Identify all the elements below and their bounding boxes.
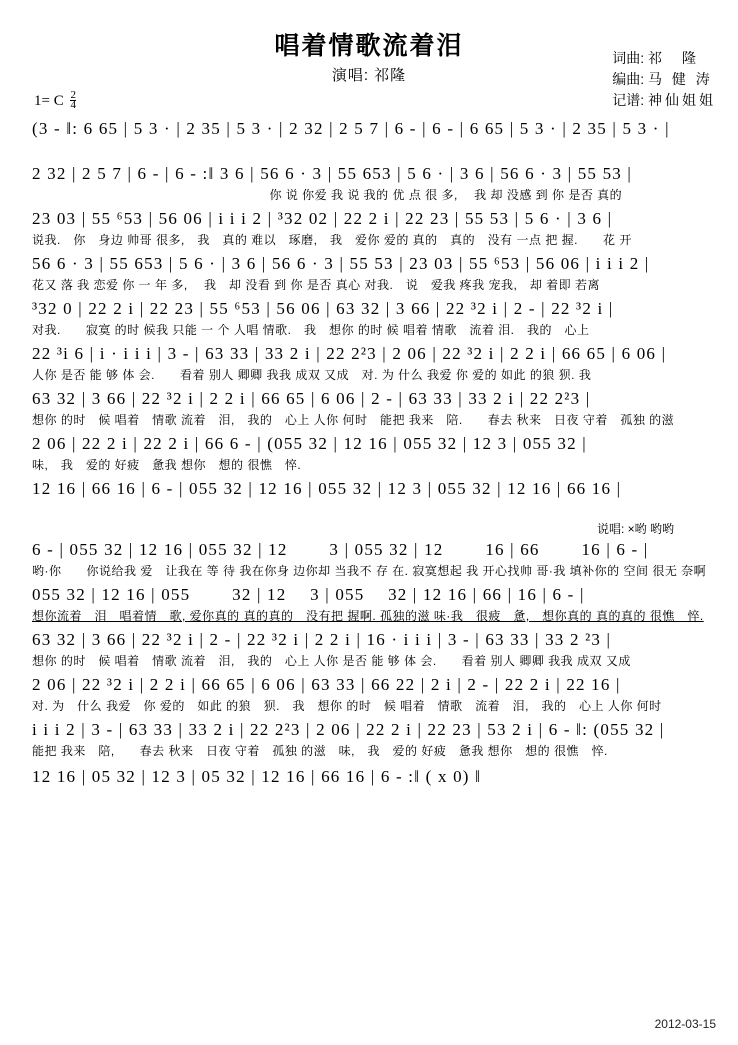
system-row (32, 673, 712, 715)
lyric-line (32, 502, 712, 519)
notation-line: 63 32 | 3 66 | 22 ³2 i | 2 2 i | 66 65 | 6 06 | 2 - | 63 33 | 33 2 i | 22 2²3 | (32, 389, 591, 408)
lyric-line: 哟·你 你说给我 爱 让我在 等 待 我在你身 边你却 当我不 存 在. 寂寞想起 我 开心找帅 哥·我 填补你的 空间 很无 奈啊 (32, 564, 707, 578)
notation-line: ³32 0 | 22 2 i | 22 23 | 55 ⁶53 | 56 06 | 63 32 | 3 66 | 22 ³2 i | 2 - | 22 ³2 i | (32, 299, 614, 318)
lyric-line: 花又 落 我 恋爱 你 一 年 多, 我 却 没看 到 你 是否 真心 对我. 说 爱我 疼我 宠我, 却 着即 若离 (32, 278, 601, 292)
transcription-date: 2012-03-15 (654, 1017, 716, 1031)
time-signature-denominator: 4 (70, 99, 76, 111)
key-signature: 1= C (34, 93, 64, 109)
lyric-line: 你 说 你爱 我 说 我的 优 点 很 多, 我 却 没感 到 你 是否 真的 (32, 188, 623, 202)
lyric-line (32, 142, 712, 159)
lyric-line: 味, 我 爱的 好疲 惫我 想你 想的 很憔 悴. (32, 458, 302, 472)
notation-line: 6 - | 055 32 | 12 16 | 055 32 | 12 3 | 055 32 | 12 16 | 66 16 | 6 - | (32, 540, 649, 559)
notation-line: 22 ³i 6 | i · i i i | 3 - | 63 33 | 33 2 i | 22 2²3 | 2 06 | 22 ³2 i | 2 2 i | 66 65 | 6 06 | (32, 344, 667, 363)
system-row (32, 162, 712, 204)
lyric-line: 人你 是否 能 够 体 会. 看着 别人 卿卿 我我 成双 又成 对. 为 什么 我爱 你 爱的 如此 的狼 狈. 我 (32, 368, 592, 382)
lyric-line: 想你 的时 候 唱着 情歌 流着 泪, 我的 心上 人你 何时 能把 我来 陪. 春去 秋来 日夜 守着 孤独 的滋 (32, 413, 675, 427)
system-row (32, 538, 712, 580)
credit-composer (612, 48, 716, 69)
lyric-line: 想你 的时 候 唱着 情歌 流着 泪, 我的 心上 人你 是否 能 够 体 会. 看着 别人 卿卿 我我 成双 又成 (32, 654, 631, 668)
system-row (32, 207, 712, 249)
notation-line: 2 06 | 22 ³2 i | 2 2 i | 66 65 | 6 06 | 63 33 | 66 22 | 2 i | 2 - | 22 2 i | 22 16 | (32, 675, 621, 694)
notation-line: 63 32 | 3 66 | 22 ³2 i | 2 - | 22 ³2 i | 2 2 i | 16 · i i i | 3 - | 63 33 | 33 2 ²3 | (32, 630, 612, 649)
notation-line: 56 6 · 3 | 55 653 | 5 6 · | 3 6 | 56 6 · 3 | 55 53 | 23 03 | 55 ⁶53 | 56 06 | i i i 2 | (32, 254, 650, 273)
notation-line: i i i 2 | 3 - | 63 33 | 33 2 i | 22 2²3 | 2 06 | 22 2 i | 22 23 | 53 2 i | 6 - ‖: (055 32 | (32, 720, 665, 739)
key-and-time-signature (34, 91, 722, 117)
notation-line: 23 03 | 55 ⁶53 | 56 06 | i i i 2 | ³32 02 | 22 2 i | 22 23 | 55 53 | 5 6 · | 3 6 | (32, 209, 613, 228)
lyric-line: 对. 为 什么 我爱 你 爱的 如此 的狼 狈. 我 想你 的时 候 唱着 情歌 流着 泪, 我的 心上 人你 何时 (32, 699, 662, 713)
credit-arranger-value: 马 健 涛 (648, 71, 713, 87)
notation-line: 12 16 | 66 16 | 6 - | 055 32 | 12 16 | 055 32 | 12 3 | 055 32 | 12 16 | 66 16 | (32, 479, 622, 498)
system-row (32, 297, 712, 339)
lyric-line: 能把 我来 陪, 春去 秋来 日夜 守着 孤独 的滋 味, 我 爱的 好疲 惫我 想你 想的 很憔 悴. (32, 744, 608, 758)
system-row (32, 342, 712, 384)
notation-line: 2 32 | 2 5 7 | 6 - | 6 - :‖ 3 6 | 56 6 · 3 | 55 653 | 5 6 · | 3 6 | 56 6 · 3 | 55 53 | (32, 164, 633, 183)
page-title: 唱着情歌流着泪 (274, 32, 464, 60)
lyric-line: 对我. 寂寞 的时 候我 只能 一 个 人唱 情歌. 我 想你 的时 候 唱着 情歌 流着 泪. 我的 心上 (32, 323, 590, 337)
music-staff (32, 117, 712, 807)
spoken-section-label: 说唱: ×哟 哟哟 (596, 522, 674, 536)
notation-line: 12 16 | 05 32 | 12 3 | 05 32 | 12 16 | 66 16 | 6 - :‖ ( x 0) ‖ (32, 767, 482, 786)
system-row (32, 387, 712, 429)
notation-line: 055 32 | 12 16 | 055 32 | 12 3 | 055 32 | 12 16 | 66 | 16 | 6 - | (32, 585, 585, 604)
system-row (32, 718, 712, 760)
credit-arranger-label: 编曲: (612, 71, 645, 87)
credit-composer-label: 词曲: (612, 50, 645, 66)
system-row (32, 763, 712, 807)
time-signature (70, 91, 76, 110)
credit-transcriber-label: 记谱: (612, 92, 645, 108)
credit-composer-value: 祁 隆 (648, 50, 699, 66)
system-row (32, 628, 712, 670)
lyric-line: 说我. 你 身边 帅哥 很多, 我 真的 难以 琢磨, 我 爱你 爱的 真的 真的 没有 一点 把 握. 花 开 (32, 233, 632, 247)
time-signature-numerator: 2 (70, 89, 76, 101)
system-row (32, 432, 712, 474)
system-row (32, 117, 712, 159)
system-row (32, 252, 712, 294)
lyric-line (32, 790, 712, 807)
credit-transcriber-value: 神仙姐姐 (648, 92, 716, 108)
system-row (32, 583, 712, 625)
credit-arranger (612, 69, 716, 90)
singer-line: 演唱: 祁隆 (331, 67, 407, 84)
system-row (32, 477, 712, 519)
lyric-line: 想你流着 泪 唱着情 歌, 爱你真的 真的真的 没有把 握啊. 孤独的滋 味·我 很疲 惫, 想你真的 真的真的 很憔 悴. (32, 609, 704, 623)
notation-line: (3 - ‖: 6 65 | 5 3 · | 2 35 | 5 3 · | 2 32 | 2 5 7 | 6 - | 6 - | 6 65 | 5 3 · | 2 35 | 5 3 · | (32, 119, 670, 138)
notation-line: 2 06 | 22 2 i | 22 2 i | 66 6 - | (055 32 | 12 16 | 055 32 | 12 3 | 055 32 | (32, 434, 587, 453)
